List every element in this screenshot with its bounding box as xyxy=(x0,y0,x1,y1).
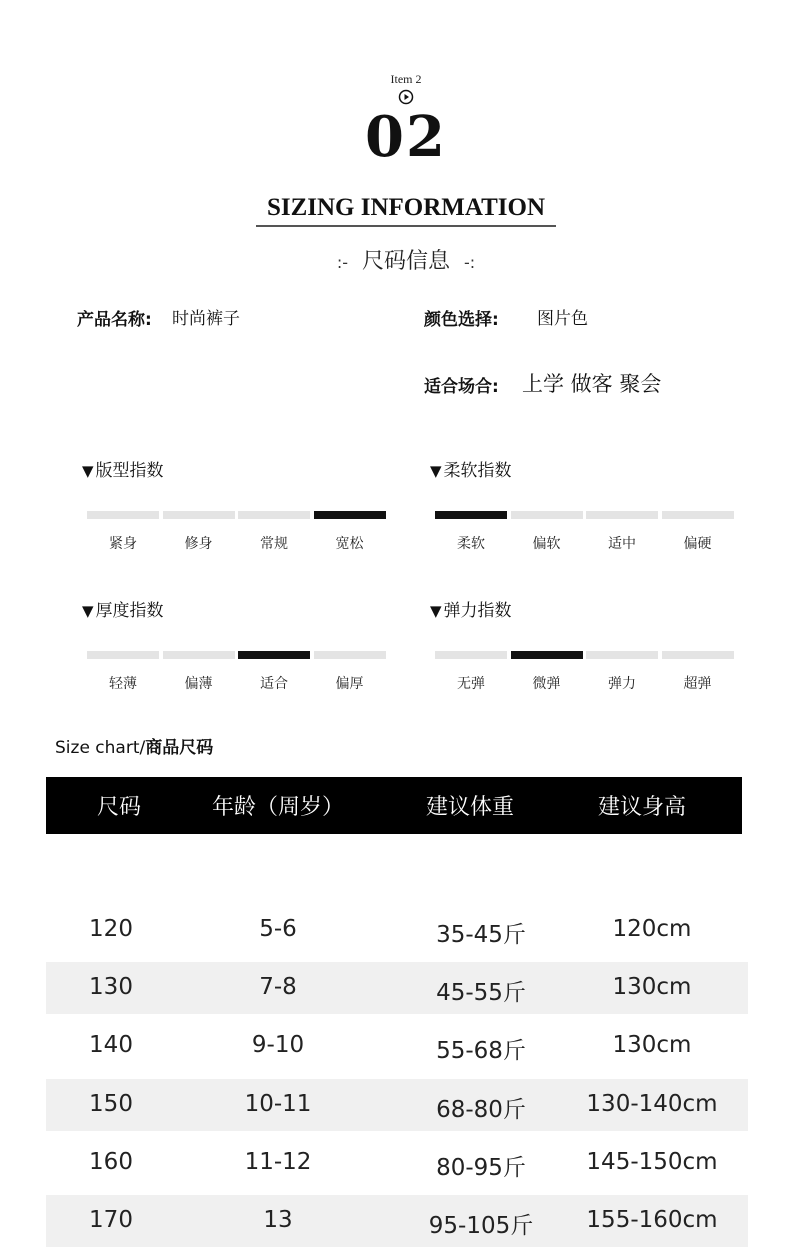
index-bar-segment xyxy=(163,511,235,519)
table-row xyxy=(46,904,748,956)
index-title xyxy=(82,596,164,621)
table-cell: 5-6 xyxy=(259,916,297,942)
index-level-label: 无弹 xyxy=(457,676,485,692)
color-value: 图片色 xyxy=(537,309,588,329)
index-level-label: 偏薄 xyxy=(184,676,213,692)
occasion-value: 上学 做客 聚会 xyxy=(522,372,662,396)
table-cell: 13 xyxy=(263,1207,293,1233)
section-title-cn xyxy=(0,244,790,275)
index-level-label: 柔软 xyxy=(457,536,485,552)
index-bar-segment xyxy=(435,651,507,659)
index-level-label: 超弹 xyxy=(683,676,712,692)
index-title xyxy=(82,456,164,481)
size-chart-caption-cn: 商品尺码 xyxy=(145,738,214,758)
table-cell: 7-8 xyxy=(259,974,297,1000)
index-bar-segment-active xyxy=(511,651,583,659)
table-row xyxy=(46,1020,748,1072)
table-cell: 155-160cm xyxy=(586,1207,718,1233)
index-bar-segment xyxy=(586,651,658,659)
table-cell: 130cm xyxy=(612,974,692,1000)
index-level-label: 偏软 xyxy=(532,536,561,552)
section-title-en: SIZING INFORMATION xyxy=(266,194,546,221)
index-bar-segment xyxy=(314,651,386,659)
index-level-label: 常规 xyxy=(260,536,288,552)
play-circle-icon xyxy=(398,89,414,105)
index-bar-segment xyxy=(662,651,734,659)
header-cell: 建议身高 xyxy=(597,795,686,820)
index-level-label: 宽松 xyxy=(335,536,364,552)
section-number: 02 xyxy=(365,104,447,170)
item-label: Item 2 xyxy=(390,72,422,86)
table-cell: 120cm xyxy=(612,916,692,942)
index-title-text: 厚度指数 xyxy=(95,601,164,621)
index-bar-segment xyxy=(586,511,658,519)
index-bar-segment xyxy=(238,511,310,519)
index-bar-segment-active xyxy=(314,511,386,519)
index-title-text: 柔软指数 xyxy=(443,461,512,481)
table-cell: 130-140cm xyxy=(586,1091,718,1117)
table-cell: 150 xyxy=(89,1091,133,1117)
size-chart-caption-en: Size chart/ xyxy=(55,738,146,758)
table-cell: 145-150cm xyxy=(586,1149,718,1175)
table-cell: 10-11 xyxy=(244,1091,312,1117)
title-underline xyxy=(256,225,556,227)
index-bar-segment-active xyxy=(435,511,507,519)
size-table xyxy=(46,777,742,1239)
table-cell: 130cm xyxy=(612,1032,692,1058)
down-triangle-icon: ▼ xyxy=(430,462,442,480)
title-decoration-left: :- xyxy=(336,253,348,272)
header-cell: 建议体重 xyxy=(425,795,514,820)
index-title-text: 弹力指数 xyxy=(443,601,512,621)
table-cell: 140 xyxy=(89,1032,133,1058)
occasion-key: 适合场合: xyxy=(424,377,499,397)
title-cn-text: 尺码信息 xyxy=(361,249,450,274)
table-cell: 11-12 xyxy=(244,1149,312,1175)
table-cell: 55-68斤 xyxy=(436,1038,526,1064)
down-triangle-icon: ▼ xyxy=(430,602,442,620)
table-cell: 45-55斤 xyxy=(436,980,526,1006)
index-level-label: 弹力 xyxy=(608,676,636,692)
index-level-label: 偏硬 xyxy=(683,536,712,552)
index-title xyxy=(430,596,512,621)
index-level-label: 修身 xyxy=(184,536,213,552)
product-name-value: 时尚裤子 xyxy=(172,309,240,329)
table-cell: 68-80斤 xyxy=(436,1097,526,1123)
table-row xyxy=(46,1195,748,1247)
index-bar-segment xyxy=(662,511,734,519)
color-key: 颜色选择: xyxy=(424,310,499,330)
index-bar-segment xyxy=(87,651,159,659)
table-cell: 95-105斤 xyxy=(428,1213,534,1239)
table-cell: 80-95斤 xyxy=(436,1155,526,1181)
index-level-label: 轻薄 xyxy=(109,676,137,692)
table-cell: 160 xyxy=(89,1149,133,1175)
table-cell: 35-45斤 xyxy=(436,922,526,948)
table-row xyxy=(46,1137,748,1189)
index-level-label: 偏厚 xyxy=(335,676,364,692)
table-cell: 130 xyxy=(89,974,133,1000)
size-table-header xyxy=(46,777,742,834)
table-cell: 120 xyxy=(89,916,133,942)
index-title xyxy=(430,456,512,481)
index-title-text: 版型指数 xyxy=(95,461,164,481)
index-bar-segment xyxy=(163,651,235,659)
size-chart-caption xyxy=(55,733,213,758)
header-cell: 尺码 xyxy=(96,795,141,820)
table-row xyxy=(46,1079,748,1131)
header-cell: 年龄（周岁） xyxy=(211,795,344,820)
index-bar-segment xyxy=(87,511,159,519)
product-name-key: 产品名称: xyxy=(77,310,152,330)
index-bar-segment-active xyxy=(238,651,310,659)
index-level-label: 紧身 xyxy=(109,536,137,552)
table-cell: 9-10 xyxy=(251,1032,305,1058)
index-level-label: 适中 xyxy=(608,536,636,552)
table-row xyxy=(46,962,748,1014)
index-level-label: 微弹 xyxy=(532,676,561,692)
title-decoration-right: -: xyxy=(464,253,476,272)
table-cell: 170 xyxy=(89,1207,133,1233)
down-triangle-icon: ▼ xyxy=(82,602,94,620)
down-triangle-icon: ▼ xyxy=(82,462,94,480)
index-level-label: 适合 xyxy=(260,676,288,692)
index-bar-segment xyxy=(511,511,583,519)
